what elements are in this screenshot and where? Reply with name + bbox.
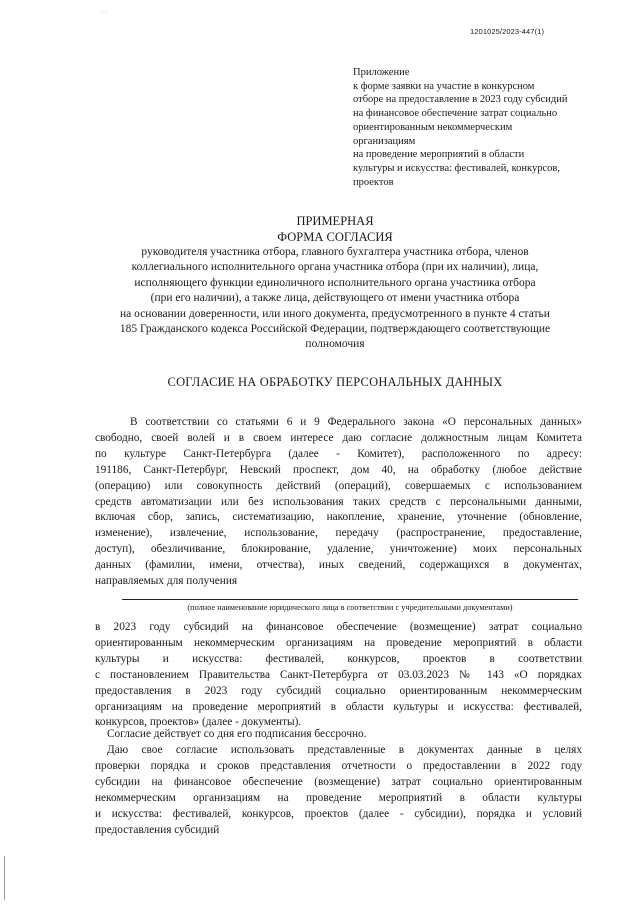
- form-title: ПРИМЕРНАЯ: [296, 214, 374, 228]
- subtitle-line: руководителя участника отбора, главного бухгалтера участника отбора, членов: [141, 246, 529, 258]
- subtitle-line: исполняющего функции единоличного исполнительного органа участника отбора: [134, 276, 536, 289]
- paragraph-consent: [95, 415, 582, 590]
- appendix-line: культуры и искусства: фестивалей, конкурсов,: [353, 162, 560, 174]
- form-title-sub: ФОРМА СОГЛАСИЯ: [277, 230, 393, 244]
- document-number: 1201025/2023-447(1): [470, 27, 545, 36]
- paragraph-usage: [95, 743, 582, 838]
- appendix-line: на финансовое обеспечение затрат социально: [353, 108, 558, 120]
- subtitle-line: на основании доверенности, или иного документа, предусмотренного в пункте 4 статьи: [120, 307, 550, 320]
- appendix-line: отборе на предоставление в 2023 году субсидий: [353, 94, 568, 106]
- text-line: и искусства: фестивалей, конкурсов, проектов (далее - субсидии), порядка и условий: [95, 807, 582, 820]
- text-line: ориентированным некоммерческим организациям на проведение мероприятий в области: [95, 636, 582, 649]
- text-line: данных (фамилии, имени, отчества), иных сведений, содержащихся в документах,: [95, 559, 582, 572]
- text-line: 191186, Санкт-Петербург, Невский проспект, дом 40, на обработку (любое действие: [95, 463, 582, 476]
- appendix-line: к форме заявки на участие в конкурсном: [353, 80, 535, 92]
- text-line: конкурсов, проектов» (далее - документы).: [95, 716, 302, 729]
- text-line: культуры и искусства: фестивалей, конкурсов, проектов в соответствии: [95, 652, 582, 665]
- text-line: (операцию) или совокупность действий (операций), совершаемых с использованием: [95, 479, 582, 492]
- text-line: организациям на проведение мероприятий в области культуры и искусства: фестивалей,: [95, 700, 582, 713]
- appendix-block: [353, 66, 603, 189]
- text-line: предоставления в 2023 году субсидий социально ориентированным некоммерческим: [95, 684, 582, 697]
- text-line: доступ), обезличивание, блокирование, удаление, уничтожение) моих персональных: [95, 543, 582, 556]
- organization-name-field[interactable]: [122, 599, 578, 600]
- text-line: в 2023 году субсидий на финансовое обеспечение (возмещение) затрат социально: [95, 621, 582, 633]
- scan-edge-mark: [4, 856, 5, 900]
- subtitle-line: 185 Гражданского кодекса Российской Федерации, подтверждающего соответствующие: [119, 323, 551, 336]
- text-line: проверки порядка и сроков представления отчетности о предоставлении в 2022 году: [95, 759, 582, 772]
- appendix-line: организациям: [353, 135, 416, 147]
- appendix-line: проектов: [353, 176, 394, 188]
- text-line: субсидии на финансовое обеспечение (возмещение) затрат социально ориентированным: [95, 775, 582, 788]
- text-line: Даю свое согласие использовать представленные в документах данные в целях: [107, 744, 582, 756]
- text-line: средств автоматизации или без использования таких средств с персональными данными,: [95, 495, 582, 508]
- subtitle-line: полномочия: [305, 338, 365, 351]
- paragraph-validity: [95, 727, 582, 743]
- text-line: с постановлением Правительства Санкт-Петербурга от 03.03.2023 № 143 «О порядках: [95, 668, 582, 681]
- form-title-block: [60, 213, 610, 353]
- text-line: В соответствии со статьями 6 и 9 Федерального закона «О персональных данных»: [130, 416, 582, 428]
- appendix-line: ориентированным некоммерческим: [353, 121, 513, 133]
- text-line: свободно, своей волей и в своем интересе даю согласие должностным лицам Комитета: [95, 431, 582, 444]
- text-line: по культуре Санкт-Петербурга (далее - Комитет), расположенного по адресу:: [95, 447, 582, 460]
- text-line: некоммерческим организациям на проведение мероприятий в области культуры: [95, 791, 582, 804]
- scan-mark: · ·: [101, 9, 108, 17]
- subtitle-line: коллегиального исполнительного органа участника отбора (при их наличии), лица,: [131, 261, 539, 274]
- text-line: Согласие действует со дня его подписания бессрочно.: [107, 728, 367, 740]
- text-line: предоставления субсидий: [95, 823, 220, 836]
- text-line: изменение), извлечение, использование, передачу (распространение, предоставление,: [95, 527, 582, 540]
- form-subtitle: [60, 245, 610, 353]
- text-line: включая сбор, запись, систематизацию, накопление, хранение, уточнение (обновление,: [95, 511, 582, 524]
- organization-name-caption: (полное наименование юридического лица в соответствии с учредительными документами): [187, 603, 513, 612]
- consent-title: СОГЛАСИЕ НА ОБРАБОТКУ ПЕРСОНАЛЬНЫХ ДАННЫХ: [167, 375, 503, 389]
- text-line: направляемых для получения: [95, 575, 238, 588]
- subtitle-line: (при его наличии), а также лица, действующего от имени участника отбора: [150, 292, 520, 305]
- paragraph-subsidy: [95, 620, 582, 731]
- appendix-line: на проведение мероприятий в области: [353, 149, 525, 161]
- appendix-line: Приложение: [353, 67, 410, 78]
